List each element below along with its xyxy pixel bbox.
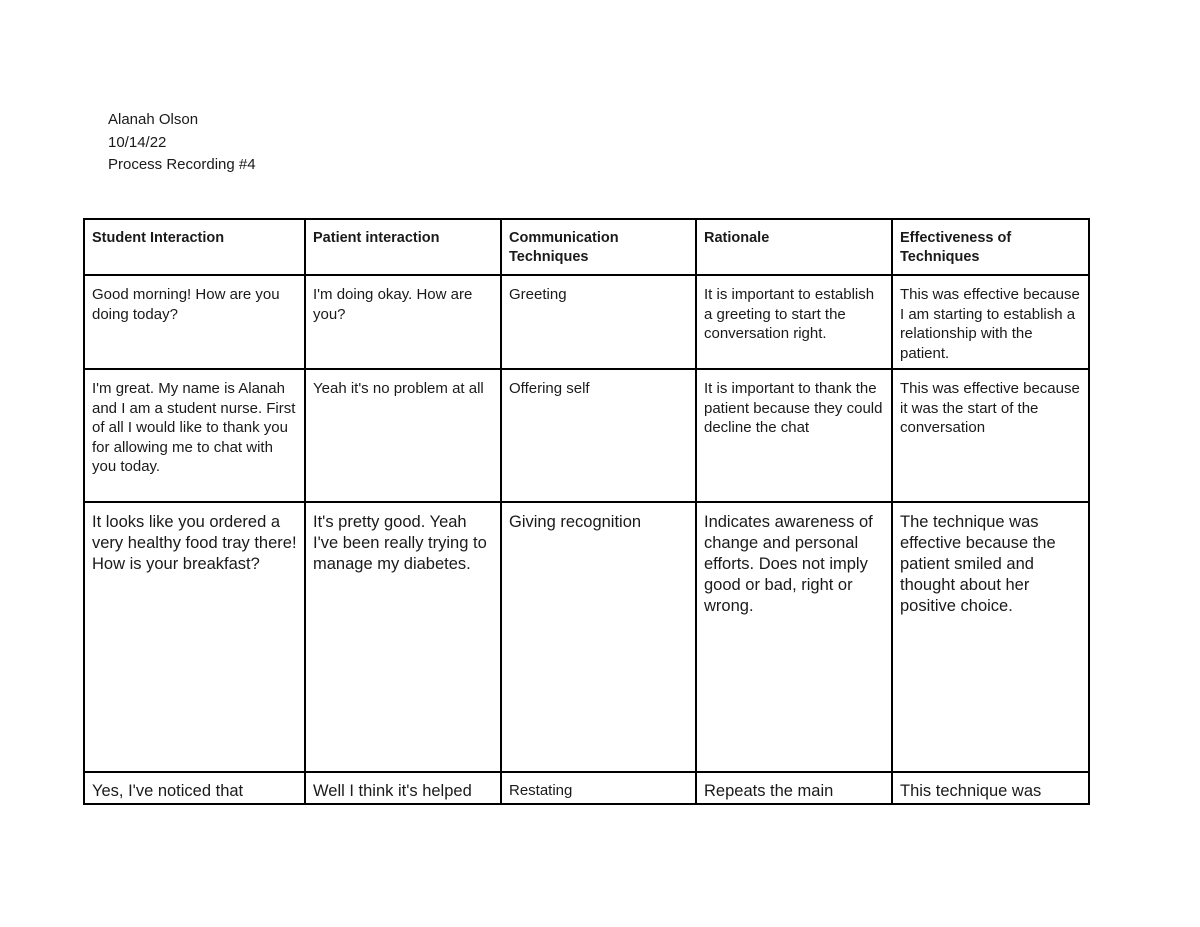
technique-cell: Offering self xyxy=(501,369,696,502)
technique-cell: Giving recognition xyxy=(501,502,696,772)
column-header-effectiveness: Effectiveness of Techniques xyxy=(892,219,1089,275)
rationale-cell: It is important to establish a greeting to start the conversation right. xyxy=(696,275,892,369)
effectiveness-cell: The technique was effective because the patient smiled and thought about her positive choice. xyxy=(892,502,1089,772)
column-header-patient-interaction: Patient interaction xyxy=(305,219,501,275)
process-recording-table xyxy=(83,218,1090,805)
table-row xyxy=(84,369,1089,502)
effectiveness-cell: This was effective because it was the start of the conversation xyxy=(892,369,1089,502)
effectiveness-cell: This was effective because I am starting to establish a relationship with the patient. xyxy=(892,275,1089,369)
patient-interaction-cell: I'm doing okay. How are you? xyxy=(305,275,501,369)
document-date: 10/14/22 xyxy=(108,133,167,151)
student-interaction-cell: Yes, I've noticed that xyxy=(84,772,305,804)
patient-interaction-cell: Yeah it's no problem at all xyxy=(305,369,501,502)
patient-interaction-cell: Well I think it's helped xyxy=(305,772,501,804)
student-interaction-cell: Good morning! How are you doing today? xyxy=(84,275,305,369)
document-title: Process Recording #4 xyxy=(108,156,256,173)
table-row xyxy=(84,772,1089,804)
table-header-row xyxy=(84,219,1089,275)
rationale-cell: Repeats the main xyxy=(696,772,892,804)
student-interaction-cell: It looks like you ordered a very healthy food tray there! How is your breakfast? xyxy=(84,502,305,772)
technique-cell: Greeting xyxy=(501,275,696,369)
document-header xyxy=(108,109,256,177)
rationale-cell: It is important to thank the patient because they could decline the chat xyxy=(696,369,892,502)
author-name: Alanah Olson xyxy=(108,111,199,128)
column-header-communication-techniques: Communication Techniques xyxy=(501,219,696,275)
rationale-cell: Indicates awareness of change and personal efforts. Does not imply good or bad, right or wrong. xyxy=(696,502,892,772)
table-row xyxy=(84,275,1089,369)
column-header-rationale: Rationale xyxy=(696,219,892,275)
patient-interaction-cell: It's pretty good. Yeah I've been really trying to manage my diabetes. xyxy=(305,502,501,772)
technique-cell: Restating xyxy=(501,772,696,804)
student-interaction-cell: I'm great. My name is Alanah and I am a student nurse. First of all I would like to thank you for allowing me to chat with you today. xyxy=(84,369,305,502)
table-row xyxy=(84,502,1089,772)
column-header-student-interaction: Student Interaction xyxy=(84,219,305,275)
effectiveness-cell: This technique was xyxy=(892,772,1089,804)
